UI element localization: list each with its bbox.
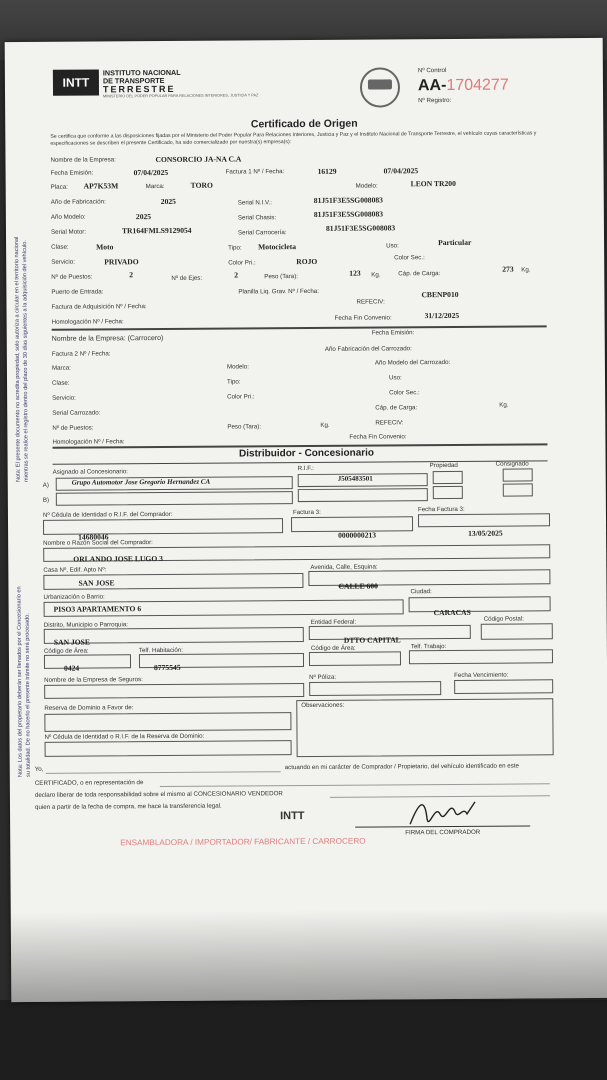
carrocero-fin-convenio-label: Fecha Fin Convenio: xyxy=(349,433,407,441)
concesionario-b-field[interactable] xyxy=(56,491,293,506)
carrocero-tipo-label: Tipo: xyxy=(227,378,241,386)
carrocero-colorsec-label: Color Sec.: xyxy=(389,389,420,397)
b-label: B) xyxy=(42,496,50,504)
color-pri-label: Color Pri.: xyxy=(228,259,256,267)
ensambladora-text: ENSAMBLADORA / IMPORTADOR/ FABRICANTE / CARROCERO xyxy=(120,836,366,848)
puestos-label: Nº de Puestos: xyxy=(51,273,93,281)
area2-label: Código de Área: xyxy=(310,644,356,652)
carga-value: 273 xyxy=(502,264,514,274)
divider-1 xyxy=(52,325,547,330)
serial-niv-label: Serial N.I.V.: xyxy=(237,199,272,207)
empresa-value: CONSORCIO JA-NA C.A xyxy=(155,154,242,165)
control-number: AA-1704277 xyxy=(417,76,509,95)
carga-label: Cáp. de Carga: xyxy=(398,270,441,278)
area-label: Código de Área: xyxy=(43,647,89,655)
propiedad-a-checkbox[interactable] xyxy=(433,471,463,484)
servicio-value: PRIVADO xyxy=(104,257,139,267)
carrocero-peso-label: Peso (Tara): xyxy=(227,423,262,431)
propiedad-b-checkbox[interactable] xyxy=(433,486,463,499)
peso-label: Peso (Tara): xyxy=(264,273,299,281)
reserva-field[interactable] xyxy=(44,712,291,732)
carrocero-anofab-label: Año Fabricación del Carrozado: xyxy=(324,345,412,353)
reserva-cedula-field[interactable] xyxy=(45,740,292,757)
consignado-a-checkbox[interactable] xyxy=(503,468,533,481)
actuando-text: actuando en mi carácter de Comprador / Propietario, del vehículo identificado en este xyxy=(284,762,519,772)
clase-value: Moto xyxy=(96,242,114,252)
puerto-label: Puerto de Entrada: xyxy=(51,288,104,296)
logo-mark: INTT xyxy=(53,69,99,95)
carrocero-kg-b-label: Kg. xyxy=(320,421,330,429)
empresa-label: Nombre de la Empresa: xyxy=(50,156,116,164)
fecha-emision-value: 07/04/2025 xyxy=(133,167,169,178)
carrocero-kg-label: Kg. xyxy=(499,401,509,409)
asignado-label: Asignado al Concesionario: xyxy=(52,468,129,476)
intt-footer-label: INTT xyxy=(280,810,305,823)
consignado-b-checkbox[interactable] xyxy=(503,483,533,496)
postal-label: Código Postal: xyxy=(483,615,524,623)
avenida-value: CALLE 600 xyxy=(338,581,378,591)
logo-line1: INSTITUTO NACIONAL xyxy=(102,67,181,78)
logo-subtitle: MINISTERIO DEL PODER POPULAR PARA RELACIONES INTERIORES, JUSTICIA Y PAZ xyxy=(103,93,259,99)
ano-modelo-value: 2025 xyxy=(135,212,152,222)
tel-trab-field[interactable] xyxy=(409,649,553,664)
background-bottom xyxy=(0,1000,607,1080)
seguro-field[interactable] xyxy=(44,683,304,699)
uso-label: Uso: xyxy=(386,242,399,250)
distribuidor-title: Distribuidor - Concesionario xyxy=(238,447,375,460)
nombre-value: ORLANDO JOSE LUGO 3 xyxy=(73,554,163,564)
side-note-3: Nota: Los datos del propietario deberán ser llenados por el Concesionario en xyxy=(16,586,24,778)
yo-label: Yo, xyxy=(34,765,44,773)
carrocero-empresa-label: Nombre de la Empresa: (Carrocero) xyxy=(51,334,164,343)
carrocero-fecha-label: Fecha Emisión: xyxy=(371,329,415,337)
registro-label: Nº Registro: xyxy=(418,96,452,105)
fin-convenio-label: Fecha Fin Convenio: xyxy=(334,314,392,322)
vencimiento-field[interactable] xyxy=(454,679,553,694)
factura-fecha: 07/04/2025 xyxy=(383,166,419,176)
document-title: Certificado de Origen xyxy=(250,117,358,131)
ciudad-value: CARACAS xyxy=(433,607,471,618)
reserva-label: Reserva de Dominio a Favor de: xyxy=(44,704,134,712)
certificate-sheet xyxy=(5,38,607,1002)
logo-text xyxy=(103,69,181,94)
concesionario-a-value: Grupo Automotor Jose Gregorio Hernandez CA xyxy=(71,477,211,487)
serial-niv-value: 81J51F3E5SG008083 xyxy=(313,195,384,205)
fin-convenio-value: 31/12/2025 xyxy=(424,310,460,321)
ciudad-field[interactable] xyxy=(409,596,551,612)
observaciones-label: Observaciones: xyxy=(301,701,345,710)
postal-field[interactable] xyxy=(481,623,553,640)
serial-motor-label: Serial Motor: xyxy=(50,228,87,236)
cedula-value: 14680046 xyxy=(78,532,109,542)
tel-trab-label: Telf. Trabajo: xyxy=(410,643,447,651)
seal-icon xyxy=(360,67,400,107)
peso-value: 123 xyxy=(349,268,361,278)
urb-label: Urbanización o Barrio: xyxy=(43,593,105,601)
rif-b-field[interactable] xyxy=(298,488,428,502)
carrocero-anomodelo-label: Año Modelo del Carrozado: xyxy=(374,358,451,367)
carrocero-carga-label: Cáp. de Carga: xyxy=(375,404,418,412)
homologacion-label: Homologación Nº / Fecha: xyxy=(51,318,124,326)
serial-motor-value: TR164FMLS9129054 xyxy=(121,225,192,236)
serial-carroceria-value: 81J51F3E5SG008083 xyxy=(325,223,396,233)
carrocero-refeciv-label: REFECIV: xyxy=(375,419,404,427)
carrocero-puestos-label: Nº de Puestos: xyxy=(52,424,94,432)
modelo-label: Modelo: xyxy=(355,182,378,190)
carrocero-homologacion-label: Homologación Nº / Fecha: xyxy=(52,438,125,446)
serial-chasis-label: Serial Chasis: xyxy=(237,214,277,222)
yo-line xyxy=(46,771,281,774)
control-label: Nº Control xyxy=(417,67,447,75)
nombre-label: Nombre o Razón Social del Comprador: xyxy=(43,539,153,547)
rif-a-value: J505483501 xyxy=(337,474,373,483)
factura-label: Factura 1 Nº / Fecha: xyxy=(225,168,285,176)
tipo-label: Tipo: xyxy=(228,244,242,252)
intro-text: Se certifica que conforme a las disposiciones fijadas por el Ministerio del Poder Popular Para Relaciones Interiores, Justicia y Paz y el Instituto Nacional de Transporte Terrestre, el vehículo cuyas características y especificaciones se describen el presente Certificado, ha sido comercializado por nuestra(s) empresa(s): xyxy=(50,130,537,147)
carrocero-servicio-label: Servicio: xyxy=(52,394,76,402)
tel-hab-value: 8775545 xyxy=(153,662,181,673)
area2-field[interactable] xyxy=(309,651,401,666)
casa-label: Casa Nº, Edif. Apto Nº: xyxy=(43,566,107,574)
carrocero-colorpri-label: Color Pri.: xyxy=(227,393,255,401)
color-sec-label: Color Sec.: xyxy=(394,254,425,262)
marca-label: Marca: xyxy=(145,182,165,191)
distrito-value: SAN JOSE xyxy=(53,637,90,647)
serial-carroceria-label: Serial Carrocería: xyxy=(237,229,287,237)
marca-value: TORO xyxy=(190,180,213,190)
carrocero-clase-label: Clase: xyxy=(52,379,70,387)
puestos-value: 2 xyxy=(129,270,134,280)
placa-label: Placa: xyxy=(50,183,68,191)
color-pri-value: ROJO xyxy=(296,256,318,267)
factura3-value: 0000000213 xyxy=(338,530,377,540)
side-note-1: Nota: El presente documento no acredita propiedad, solo autoriza a circular en el territorio nacional xyxy=(14,236,22,483)
factura-no: 16129 xyxy=(317,166,337,176)
modelo-value: LEON TR200 xyxy=(410,178,456,189)
ano-fab-label: Año de Fabricación: xyxy=(50,198,106,206)
certificado-text: CERTIFICADO, o en representación de xyxy=(34,779,144,787)
quien-text: quien a partir de la fecha de compra, me hace la transferencia legal. xyxy=(34,802,222,811)
urb-value: PISO3 APARTAMENTO 6 xyxy=(53,604,142,614)
carrocero-serial-label: Serial Carrozado: xyxy=(52,409,101,417)
planilla-label: Planilla Liq. Grav. Nº / Fecha: xyxy=(238,287,319,296)
tipo-value: Motocicleta xyxy=(258,242,297,252)
tel-hab-label: Telf. Habitación: xyxy=(138,646,183,655)
carrocero-marca-label: Marca: xyxy=(51,364,71,372)
refeciv-value: CBENP010 xyxy=(421,289,459,300)
fecha-factura3-value: 13/05/2025 xyxy=(468,528,503,538)
uso-value: Particular xyxy=(438,237,472,248)
side-note-4: su totalidad. De no hacerlo el presente trámite no será procesado. xyxy=(24,613,32,777)
poliza-field[interactable] xyxy=(309,681,441,696)
ciudad-label: Ciudad: xyxy=(410,588,432,596)
logo-line2: DE TRANSPORTE xyxy=(102,75,165,86)
rif-label: R.I.F.: xyxy=(297,464,314,473)
factura3-label: Factura 3: xyxy=(292,508,321,517)
propiedad-label: Propiedad xyxy=(429,461,458,470)
logo-line3: TERRESTRE xyxy=(102,83,176,95)
ano-modelo-label: Año Modelo: xyxy=(50,213,86,221)
servicio-label: Servicio: xyxy=(51,258,75,266)
serial-chasis-value: 81J51F3E5SG008083 xyxy=(313,209,384,219)
placa-value: AP7K53M xyxy=(83,181,119,191)
kg2-label: Kg. xyxy=(521,266,531,274)
entidad-value: DTTO CAPITAL xyxy=(343,635,401,645)
certificado-line xyxy=(160,783,550,787)
a-label: A) xyxy=(42,481,49,489)
declaro-text: declaro liberar de toda responsabilidad sobre el mismo al CONCESIONARIO VENDEDOR xyxy=(34,790,283,799)
vencimiento-label: Fecha Vencimiento: xyxy=(454,671,509,679)
ano-fab-value: 2025 xyxy=(160,196,176,207)
cedula-label: Nº Cédula de Identidad o R.I.F. del Comprador: xyxy=(42,510,173,519)
firma-label: FIRMA DEL COMPRADOR xyxy=(405,828,481,837)
reserva-cedula-label: Nº Cédula de Identidad o R.I.F. de la Reserva de Dominio: xyxy=(44,732,205,741)
refeciv-label: REFECIV: xyxy=(356,298,385,306)
adquisicion-label: Factura de Adquisición Nº / Fecha: xyxy=(51,303,147,311)
kg1-label: Kg. xyxy=(371,271,381,279)
ejes-value: 2 xyxy=(234,270,239,280)
poliza-label: Nº Póliza: xyxy=(309,673,337,681)
fecha-factura3-field[interactable] xyxy=(418,513,550,527)
fecha-emision-label: Fecha Emisión: xyxy=(50,169,94,177)
entidad-label: Entidad Federal: xyxy=(310,618,357,626)
ejes-label: Nº de Ejes: xyxy=(171,274,203,282)
carrocero-factura-label: Factura 2 Nº / Fecha: xyxy=(51,350,111,358)
distrito-label: Distrito, Municipio o Parroquia: xyxy=(43,621,129,629)
casa-value: SAN JOSE xyxy=(78,578,115,588)
page-shadow xyxy=(11,908,607,1002)
clase-label: Clase: xyxy=(51,243,69,251)
side-note-2: mientras se realice el registro dentro del plazo de 30 días siguientes a la adquisición del vehículo. xyxy=(22,240,30,482)
carrocero-uso-label: Uso: xyxy=(388,374,402,382)
area-value: 0424 xyxy=(63,663,80,673)
consignado-label: Consignado xyxy=(495,460,529,468)
fecha-factura3-label: Fecha Factura 3: xyxy=(417,505,465,514)
area-field[interactable] xyxy=(44,654,131,669)
seguro-label: Nombre de la Empresa de Seguros: xyxy=(44,676,143,684)
avenida-label: Avenida, Calle, Esquina: xyxy=(310,563,378,571)
carrocero-modelo-label: Modelo: xyxy=(226,363,249,371)
